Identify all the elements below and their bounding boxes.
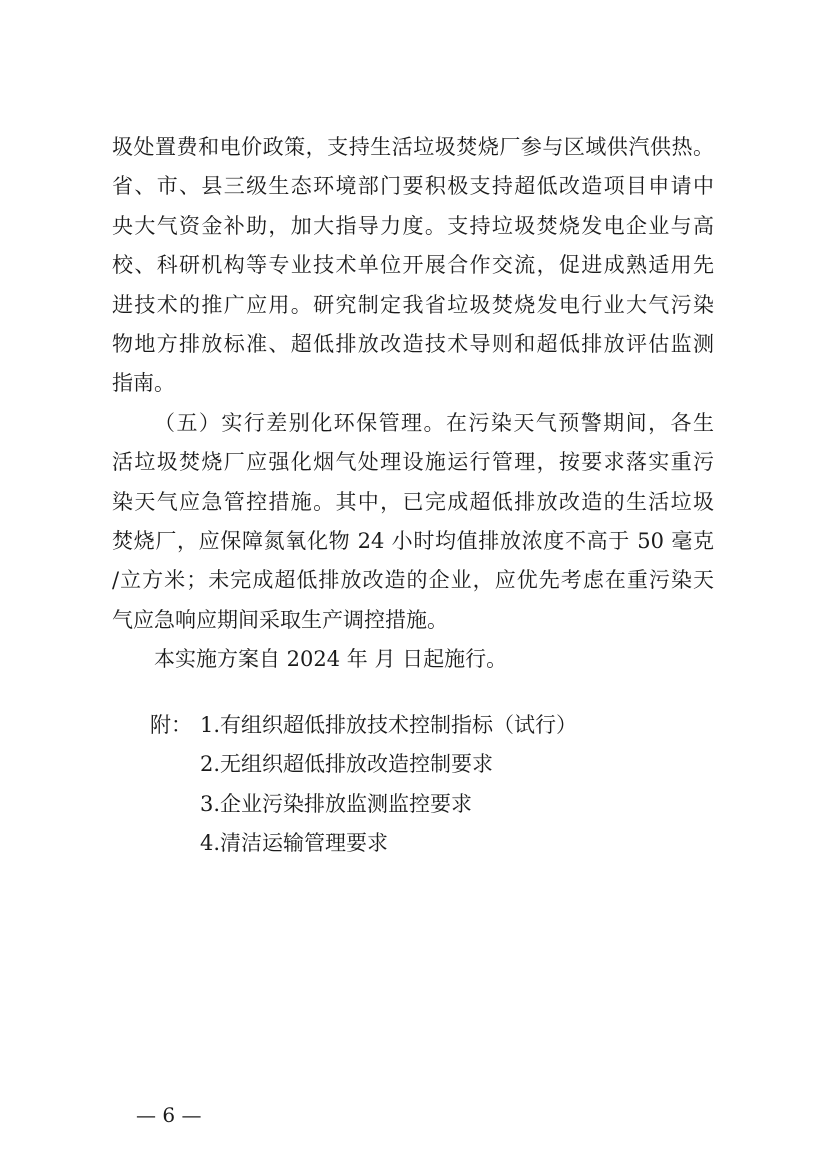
annex-item-3: 3.企业污染排放监测监控要求 [200, 791, 473, 816]
paragraph-1-line-6: 物地方排放标准、超低排放改造技术导则和超低排放评估监测 [112, 331, 714, 356]
annex-label: 附： [150, 713, 192, 737]
annex-item-1: 1.有组织超低排放技术控制指标（试行） [200, 713, 578, 737]
annex-row-2 [150, 745, 577, 784]
paragraph-2-line-2: 活垃圾焚烧厂应强化烟气处理设施运行管理，按要求落实重污 [112, 450, 714, 475]
paragraph-2-line-4: 焚烧厂，应保障氮氧化物 24 小时均值排放浓度不高于 50 毫克 [112, 528, 714, 553]
paragraph-1-line-4: 校、科研机构等专业技术单位开展合作交流，促进成熟适用先 [112, 253, 714, 278]
annex-row-1 [150, 706, 577, 745]
paragraph-2-line-5: /立方米；未完成超低排放改造的企业，应优先考虑在重污染天 [112, 568, 714, 593]
annex-item-4: 4.清洁运输管理要求 [200, 831, 389, 856]
paragraph-1-line-2: 省、市、县三级生态环境部门要积极支持超低改造项目申请中 [112, 174, 714, 199]
annex-row-4 [150, 824, 577, 863]
paragraph-2-line-1: （五）实行差别化环保管理。在污染天气预警期间，各生 [154, 410, 714, 435]
paragraph-1-line-3: 央大气资金补助，加大指导力度。支持垃圾焚烧发电企业与高 [112, 213, 714, 238]
annex-item-2: 2.无组织超低排放改造控制要求 [200, 752, 494, 777]
paragraph-1-line-1: 圾处置费和电价政策，支持生活垃圾焚烧厂参与区域供汽供热。 [112, 135, 714, 159]
paragraph-1-line-7: 指南。 [112, 371, 175, 396]
paragraph-2-line-3: 染天气应急管控措施。其中，已完成超低排放改造的生活垃圾 [112, 489, 714, 514]
paragraph-1-line-5: 进技术的推广应用。研究制定我省垃圾焚烧发电行业大气污染 [112, 292, 714, 317]
document-body [112, 128, 714, 679]
annex-list [150, 706, 577, 864]
paragraph-2-line-6: 气应急响应期间采取生产调控措施。 [112, 607, 448, 632]
annex-row-3 [150, 785, 577, 824]
effective-date-line: 本实施方案自 2024 年 月 日起施行。 [154, 647, 508, 672]
page-number: — 6 — [136, 1103, 202, 1127]
